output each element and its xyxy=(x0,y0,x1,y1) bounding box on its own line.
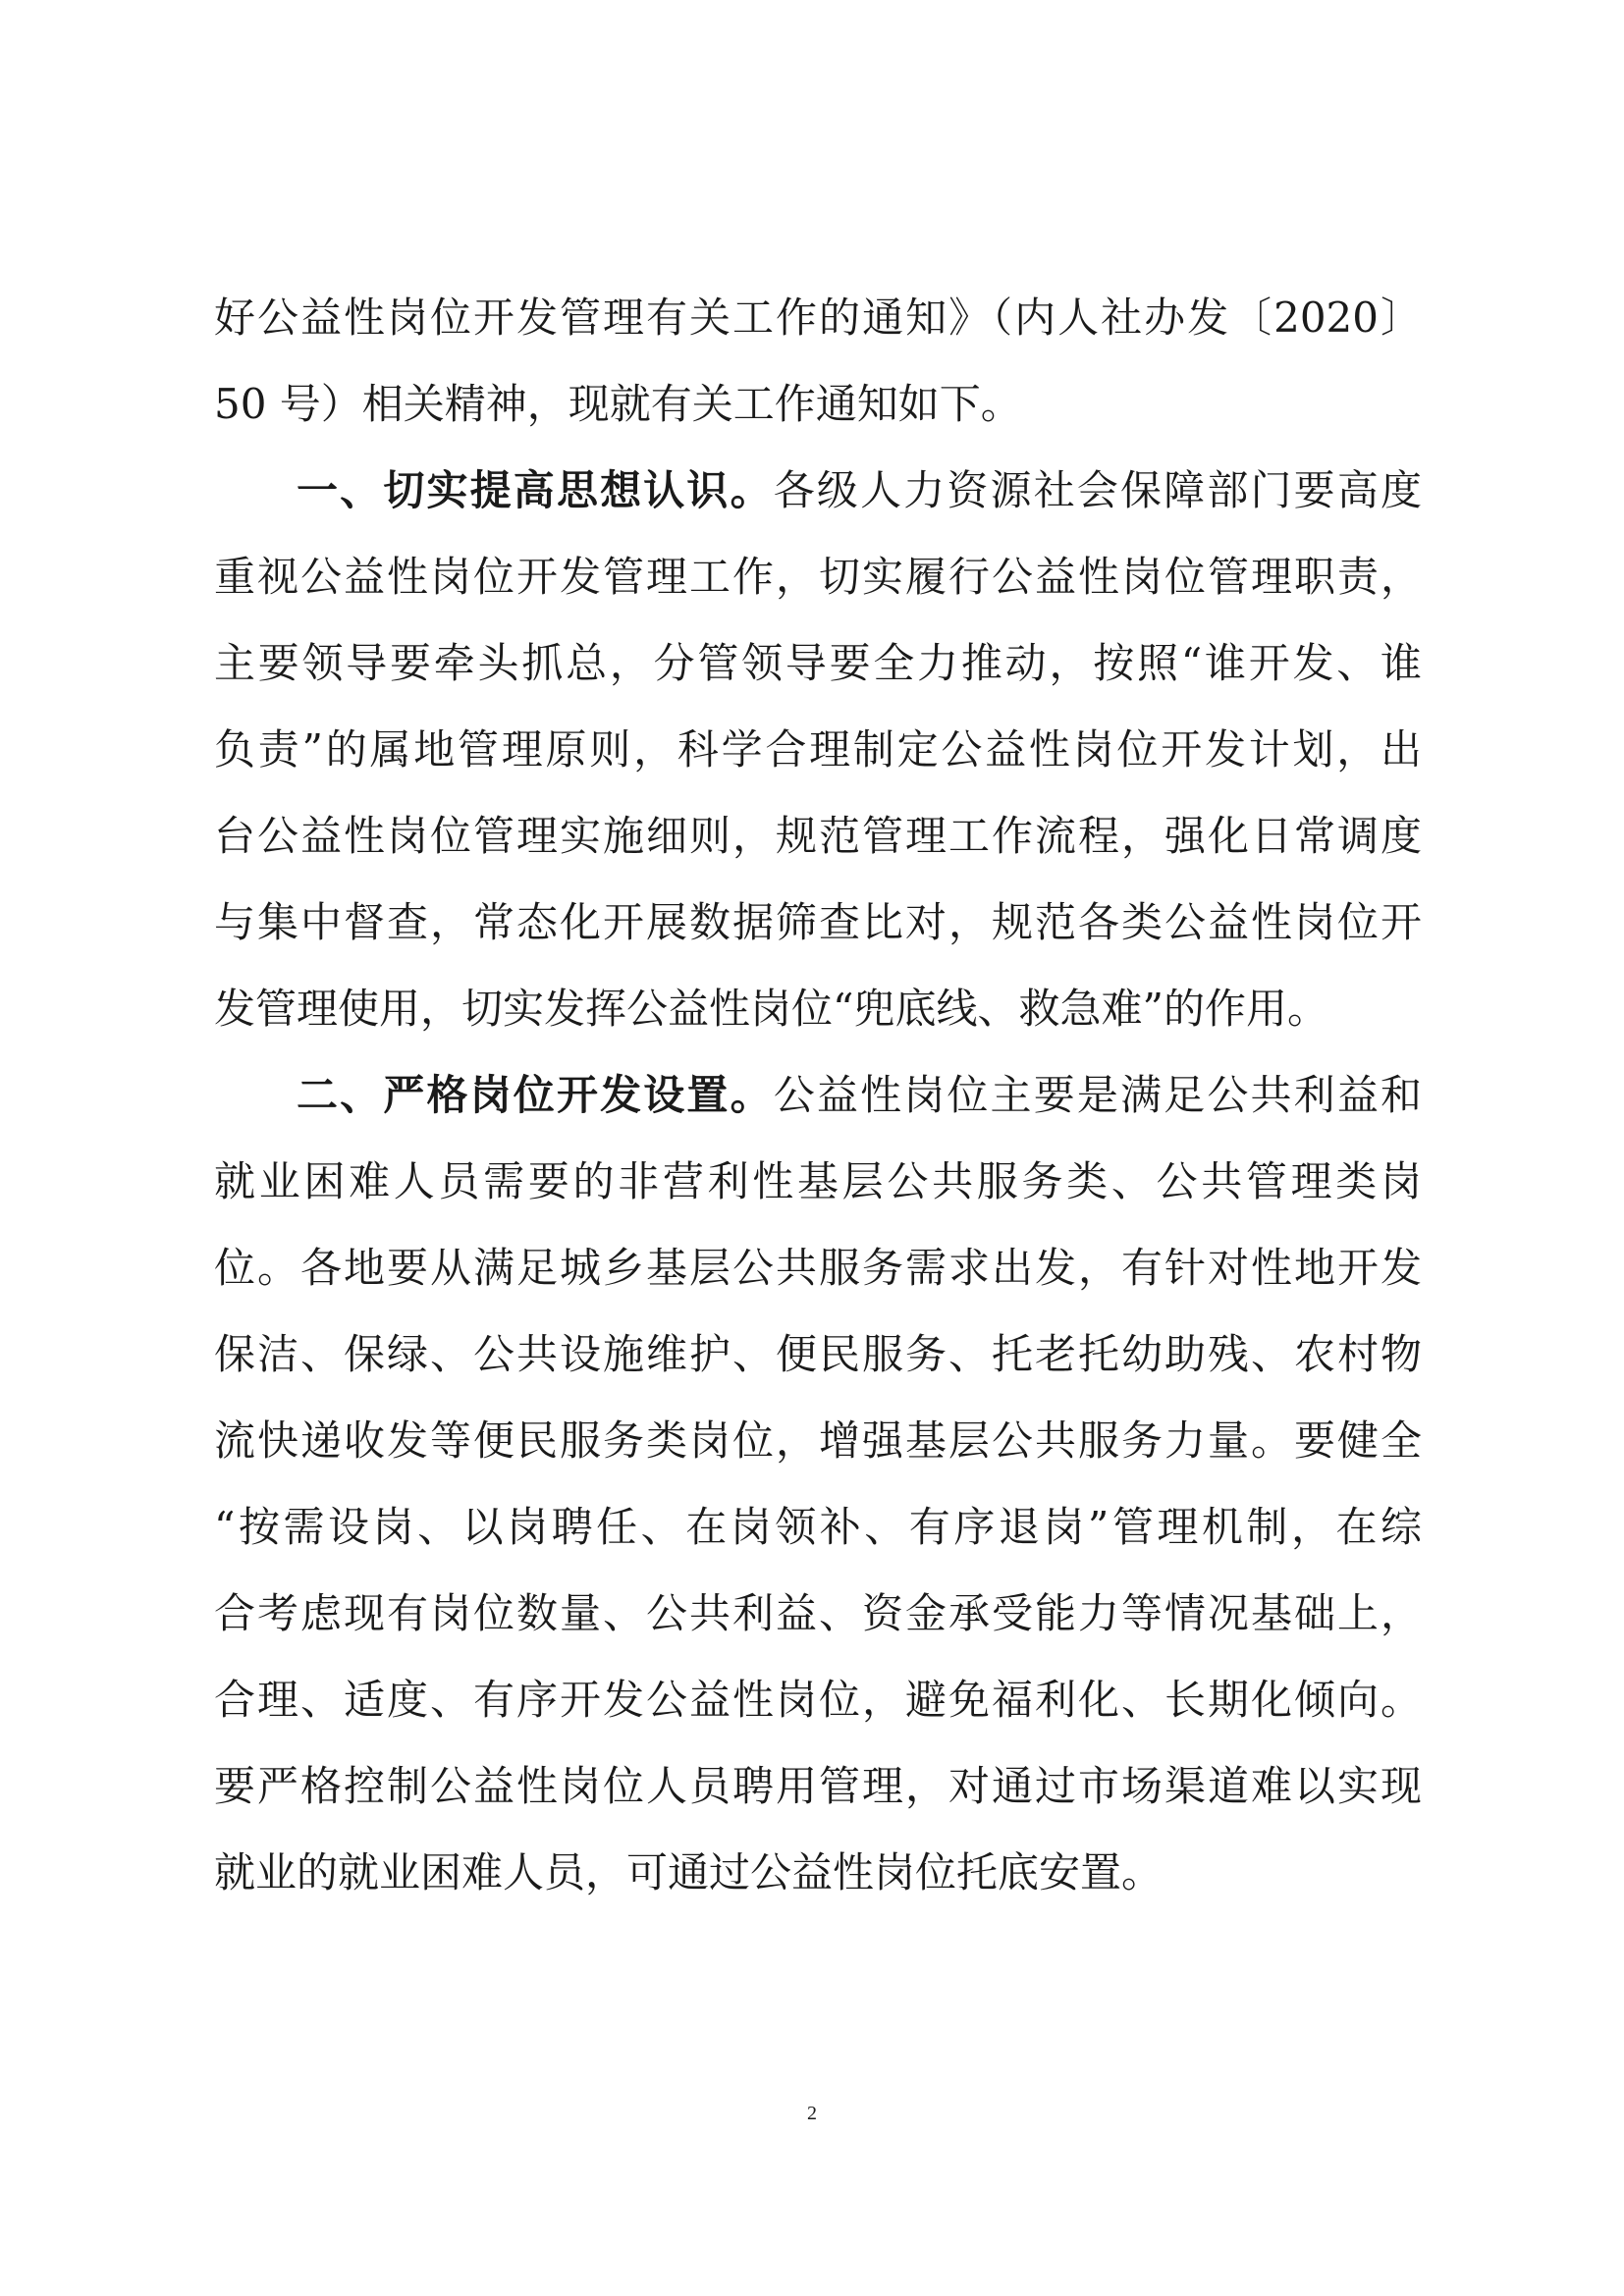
section2-first-line-text: 公益性岗位主要是满足公共利益和 xyxy=(773,1071,1422,1119)
intro-line-1: 好公益性岗位开发管理有关工作的通知》（内人社办发〔2020〕 xyxy=(214,294,1422,342)
section2-heading: 二、严格岗位开发设置。 xyxy=(297,1071,774,1119)
section2-line: 合理、适度、有序开发公益性岗位，避免福利化、长期化倾向。 xyxy=(214,1676,1422,1724)
section2-line: 保洁、保绿、公共设施维护、便民服务、托老托幼助残、农村物 xyxy=(214,1330,1422,1378)
section2-first-line xyxy=(214,1052,1422,1139)
section2-line: 流快递收发等便民服务类岗位，增强基层公共服务力量。要健全 xyxy=(214,1416,1422,1465)
document-body xyxy=(214,275,1422,1916)
section1-line: 台公益性岗位管理实施细则，规范管理工作流程，强化日常调度 xyxy=(214,812,1422,860)
section2-line: 就业困难人员需要的非营利性基层公共服务类、公共管理类岗 xyxy=(214,1157,1422,1205)
page-number: 2 xyxy=(807,2103,817,2124)
intro-line-2: 50 号）相关精神，现就有关工作通知如下。 xyxy=(214,380,1022,428)
section1-first-line xyxy=(214,448,1422,534)
section1-first-line-text: 各级人力资源社会保障部门要高度 xyxy=(773,466,1422,514)
section1-line: 重视公益性岗位开发管理工作，切实履行公益性岗位管理职责， xyxy=(214,553,1422,601)
section2-line: 合考虑现有岗位数量、公共利益、资金承受能力等情况基础上， xyxy=(214,1589,1422,1637)
section2-line: 要严格控制公益性岗位人员聘用管理，对通过市场渠道难以实现 xyxy=(214,1762,1422,1810)
section2-line: 就业的就业困难人员，可通过公益性岗位托底安置。 xyxy=(214,1848,1164,1896)
section1-line: 与集中督查，常态化开展数据筛查比对，规范各类公益性岗位开 xyxy=(214,898,1422,946)
section1-heading: 一、切实提高思想认识。 xyxy=(297,466,774,514)
section2-line: “按需设岗、以岗聘任、在岗领补、有序退岗”管理机制，在综 xyxy=(214,1503,1422,1551)
section1-line: 负责”的属地管理原则，科学合理制定公益性岗位开发计划，出 xyxy=(214,725,1422,774)
section1-line: 主要领导要牵头抓总，分管领导要全力推动，按照“谁开发、谁 xyxy=(214,639,1422,687)
section2-line: 位。各地要从满足城乡基层公共服务需求出发，有针对性地开发 xyxy=(214,1244,1422,1292)
section1-line: 发管理使用，切实发挥公益性岗位“兜底线、救急难”的作用。 xyxy=(214,985,1328,1033)
